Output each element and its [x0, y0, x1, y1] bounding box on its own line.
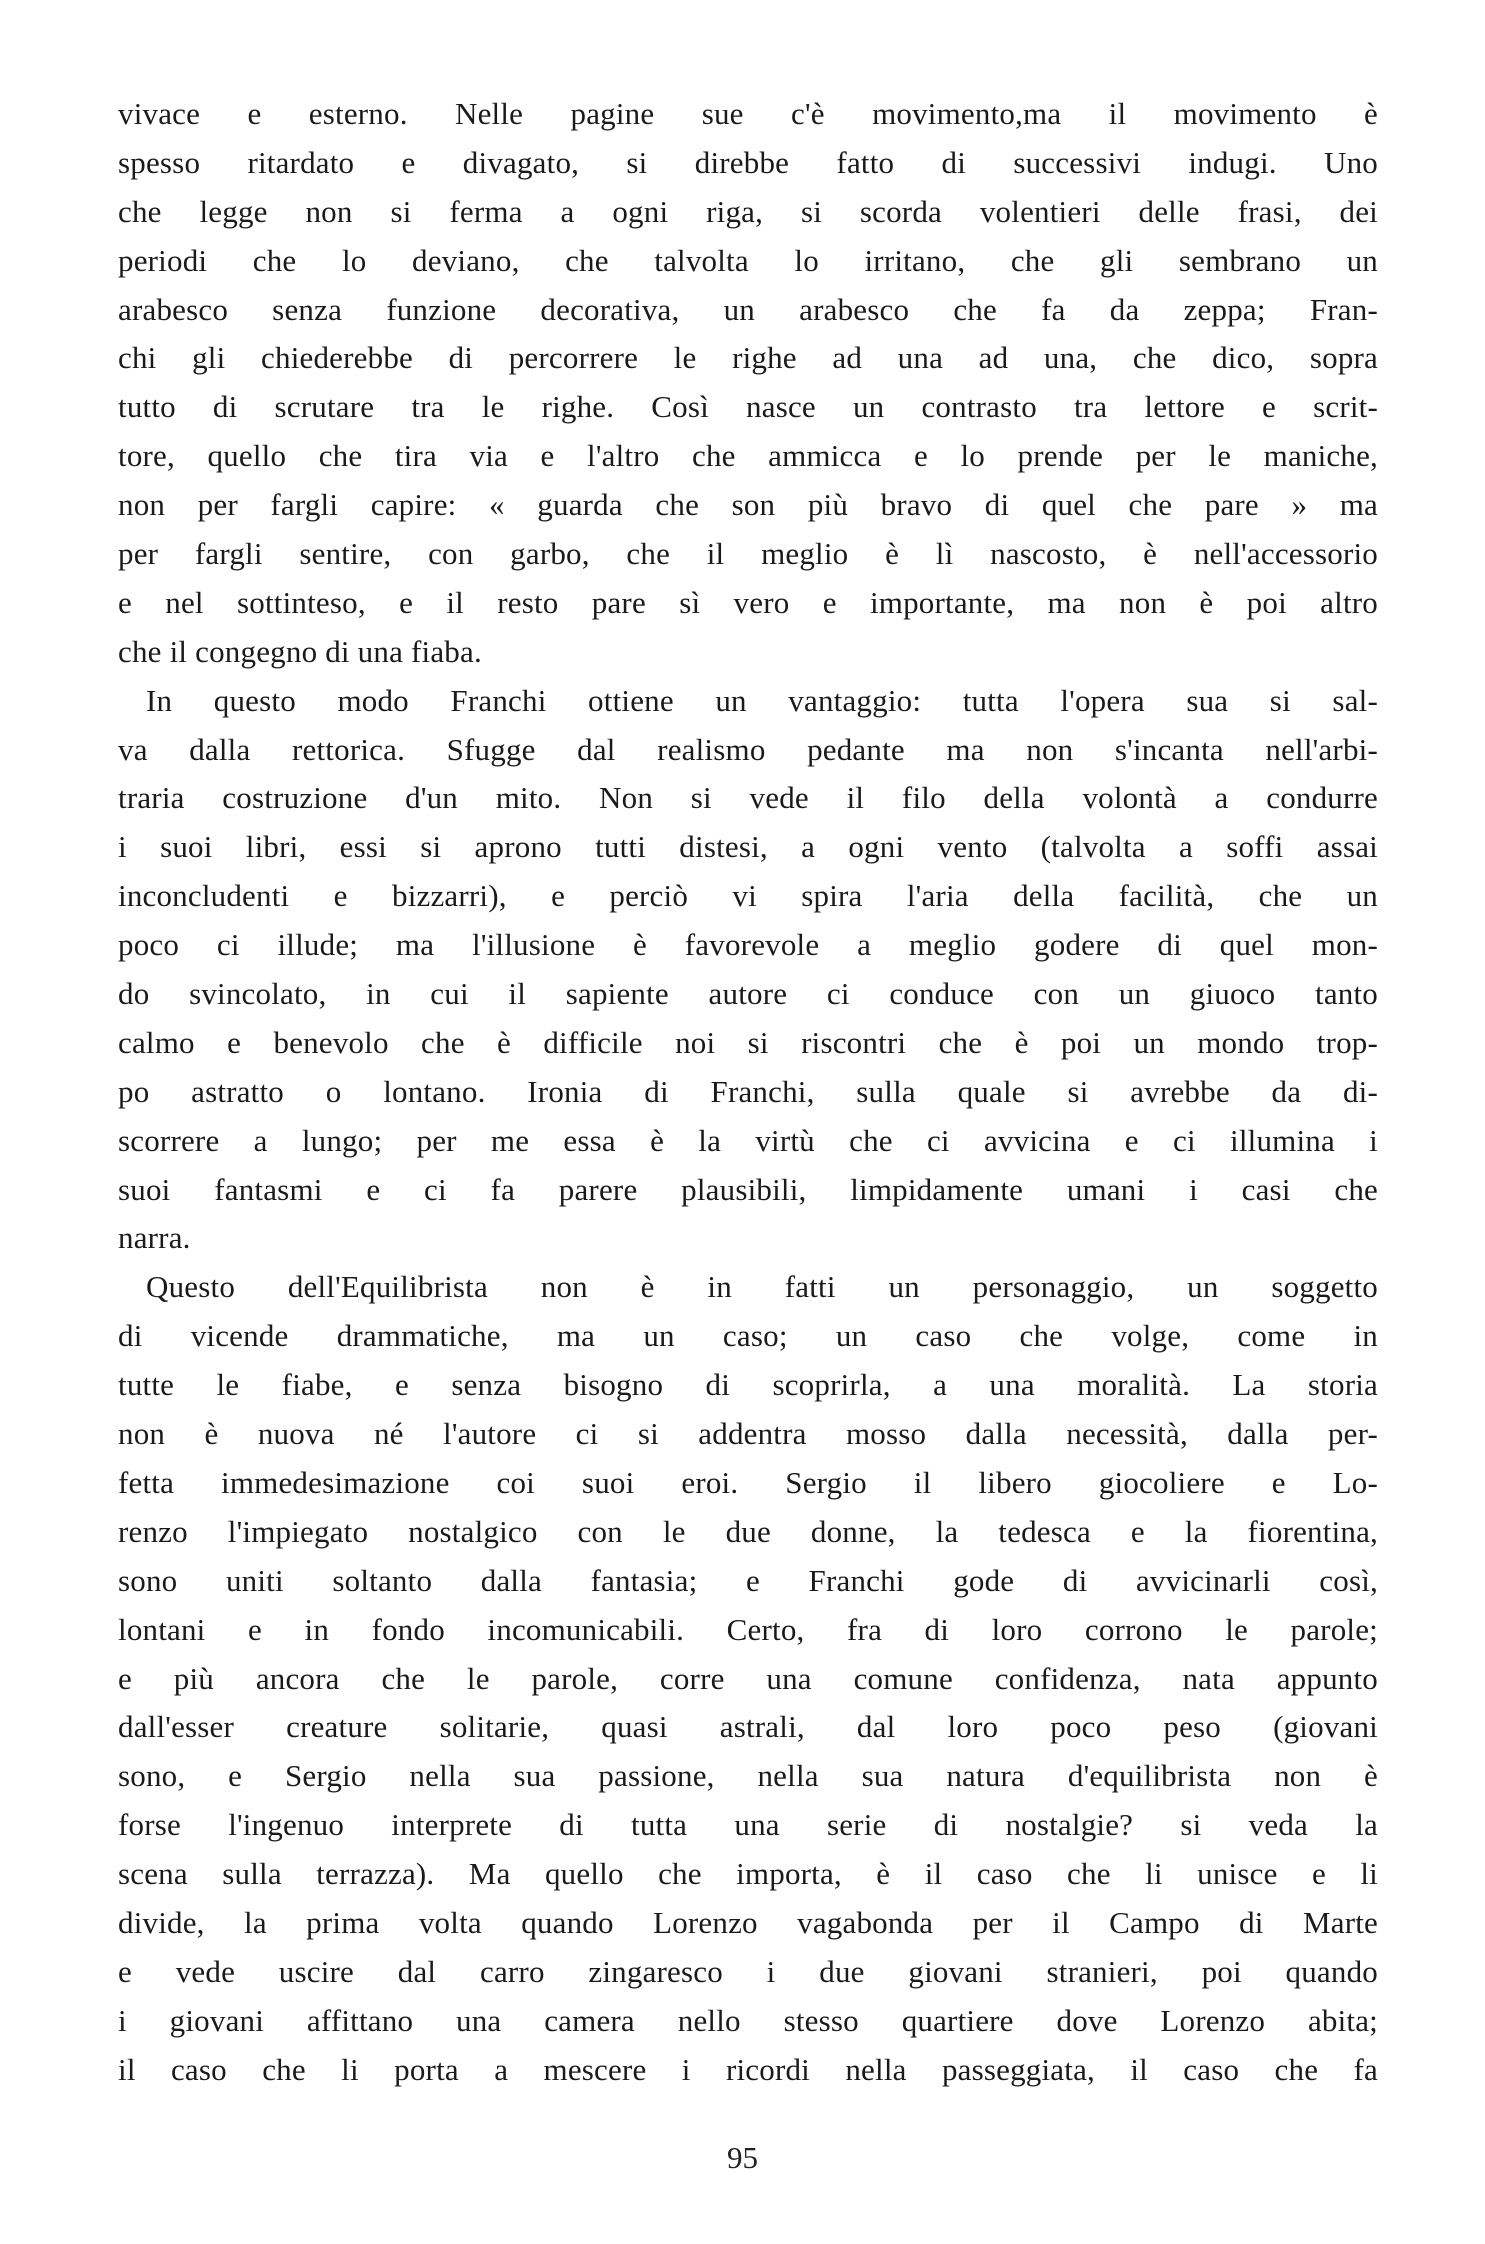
text-line: tutte le fiabe, e senza bisogno di scoprirla, a una moralità. La storia: [118, 1367, 1378, 1403]
text-line: Questo dell'Equilibrista non è in fatti un personaggio, un soggetto: [146, 1269, 1378, 1305]
text-line: po astratto o lontano. Ironia di Franchi, sulla quale si avrebbe da di-: [118, 1073, 1378, 1109]
body-text: [118, 90, 1378, 2095]
text-line: di vicende drammatiche, ma un caso; un caso che volge, come in: [118, 1318, 1378, 1354]
text-line: traria costruzione d'un mito. Non si vede il filo della volontà a condurre: [118, 780, 1378, 816]
text-line: i giovani affittano una camera nello stesso quartiere dove Lorenzo abita;: [118, 2002, 1378, 2038]
text-line: che legge non si ferma a ogni riga, si scorda volentieri delle frasi, dei: [118, 193, 1378, 229]
text-line: scena sulla terrazza). Ma quello che importa, è il caso che li unisce e li: [118, 1856, 1378, 1892]
text-line: chi gli chiederebbe di percorrere le righe ad una ad una, che dico, sopra: [118, 340, 1378, 376]
text-line: per fargli sentire, con garbo, che il meglio è lì nascosto, è nell'accessorio: [118, 536, 1378, 572]
text-line: spesso ritardato e divagato, si direbbe fatto di successivi indugi. Uno: [118, 144, 1378, 180]
text-line: e vede uscire dal carro zingaresco i due giovani stranieri, poi quando: [118, 1953, 1378, 1989]
text-line: suoi fantasmi e ci fa parere plausibili, limpidamente umani i casi che: [118, 1171, 1378, 1207]
text-line: do svincolato, in cui il sapiente autore ci conduce con un giuoco tanto: [118, 976, 1378, 1012]
text-line: In questo modo Franchi ottiene un vantaggio: tutta l'opera sua si sal-: [146, 682, 1378, 718]
text-line: che il congegno di una fiaba.: [118, 633, 482, 669]
text-line: narra.: [118, 1220, 191, 1256]
text-line: i suoi libri, essi si aprono tutti distesi, a ogni vento (talvolta a soffi assai: [118, 829, 1378, 865]
text-line: tore, quello che tira via e l'altro che ammicca e lo prende per le maniche,: [118, 438, 1378, 474]
text-line: divide, la prima volta quando Lorenzo vagabonda per il Campo di Marte: [118, 1904, 1378, 1940]
text-line: sono uniti soltanto dalla fantasia; e Franchi gode di avvicinarli così,: [118, 1562, 1378, 1598]
text-line: forse l'ingenuo interprete di tutta una serie di nostalgie? si veda la: [118, 1807, 1378, 1843]
page-number: 95: [727, 2140, 758, 2175]
text-line: inconcludenti e bizzarri), e perciò vi spira l'aria della facilità, che un: [118, 878, 1378, 914]
text-line: lontani e in fondo incomunicabili. Certo, fra di loro corrono le parole;: [118, 1611, 1378, 1647]
text-line: e più ancora che le parole, corre una comune confidenza, nata appunto: [118, 1660, 1378, 1696]
text-line: il caso che li porta a mescere i ricordi nella passeggiata, il caso che fa: [118, 2051, 1378, 2087]
text-line: calmo e benevolo che è difficile noi si riscontri che è poi un mondo trop-: [118, 1024, 1378, 1060]
text-line: periodi che lo deviano, che talvolta lo irritano, che gli sembrano un: [118, 242, 1378, 278]
text-line: scorrere a lungo; per me essa è la virtù che ci avvicina e ci illumina i: [118, 1122, 1378, 1158]
text-line: renzo l'impiegato nostalgico con le due donne, la tedesca e la fiorentina,: [118, 1513, 1378, 1549]
text-line: fetta immedesimazione coi suoi eroi. Sergio il libero giocoliere e Lo-: [118, 1464, 1378, 1500]
text-line: dall'esser creature solitarie, quasi astrali, dal loro poco peso (giovani: [118, 1709, 1378, 1745]
text-line: arabesco senza funzione decorativa, un arabesco che fa da zeppa; Fran-: [118, 291, 1378, 327]
text-line: non è nuova né l'autore ci si addentra mosso dalla necessità, dalla per-: [118, 1416, 1378, 1452]
text-line: va dalla rettorica. Sfugge dal realismo pedante ma non s'incanta nell'arbi-: [118, 731, 1378, 767]
text-line: poco ci illude; ma l'illusione è favorevole a meglio godere di quel mon-: [118, 927, 1378, 963]
text-line: tutto di scrutare tra le righe. Così nasce un contrasto tra lettore e scrit-: [118, 389, 1378, 425]
text-line: sono, e Sergio nella sua passione, nella sua natura d'equilibrista non è: [118, 1758, 1378, 1794]
text-line: e nel sottinteso, e il resto pare sì vero e importante, ma non è poi altro: [118, 584, 1378, 620]
text-line: non per fargli capire: « guarda che son più bravo di quel che pare » ma: [118, 487, 1378, 523]
text-line: vivace e esterno. Nelle pagine sue c'è movimento,ma il movimento è: [118, 96, 1378, 131]
